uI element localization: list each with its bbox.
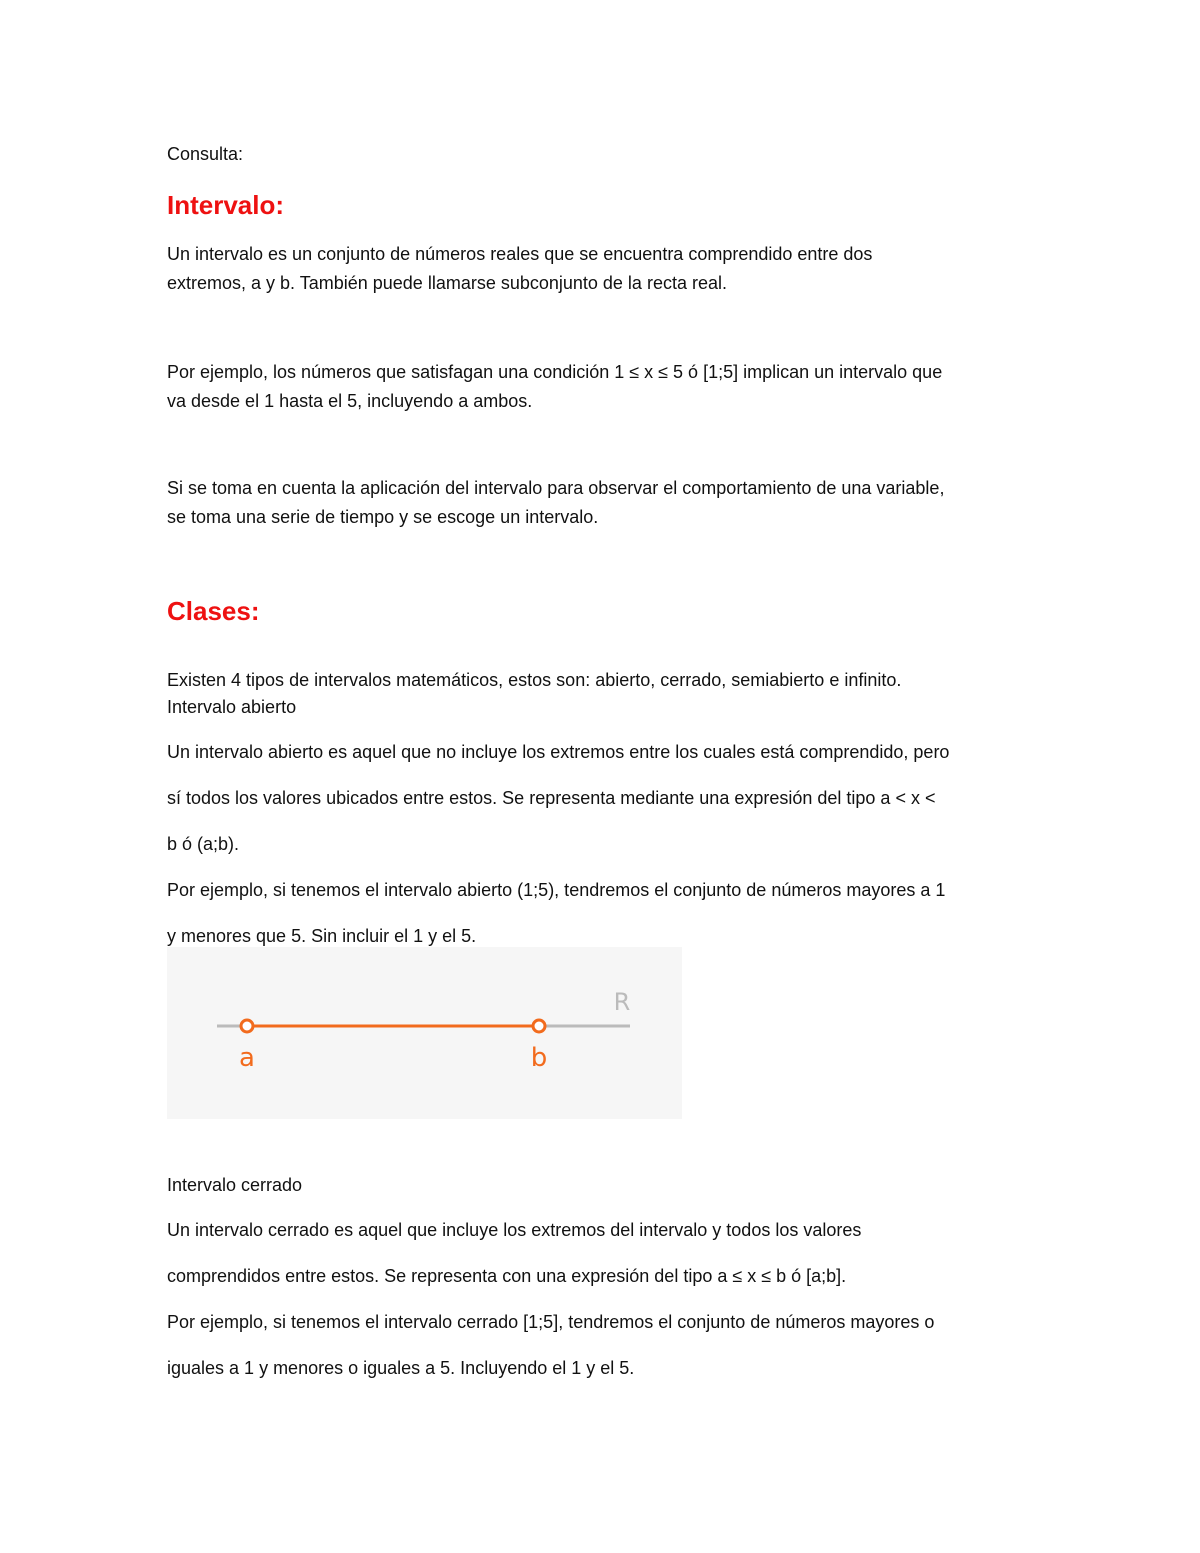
open-endpoint-b — [533, 1020, 545, 1032]
axis-label-r: R — [613, 988, 631, 1016]
closed-interval-line-2: comprendidos entre estos. Se representa con una expresión del tipo a ≤ x ≤ b ó [a;b]. — [167, 1266, 847, 1286]
closed-interval-title: Intervalo cerrado — [167, 1175, 303, 1195]
open-example-line-1: Por ejemplo, si tenemos el intervalo abierto (1;5), tendremos el conjunto de números mayores a 1 — [167, 880, 946, 900]
number-line-diagram — [167, 947, 682, 1119]
closed-interval-line-1: Un intervalo cerrado es aquel que incluye los extremos del intervalo y todos los valores — [167, 1220, 862, 1240]
intro-line-1: Un intervalo es un conjunto de números reales que se encuentra comprendido entre dos — [167, 244, 873, 264]
open-interval-line-3: b ó (a;b). — [167, 834, 240, 854]
intro-line-2: extremos, a y b. También puede llamarse subconjunto de la recta real. — [167, 273, 727, 293]
consulta-label: Consulta: — [167, 144, 244, 164]
types-line: Existen 4 tipos de intervalos matemáticos, estos son: abierto, cerrado, semiabierto e infinito. — [167, 670, 902, 690]
example-line-2: va desde el 1 hasta el 5, incluyendo a ambos. — [167, 391, 533, 411]
application-line-1: Si se toma en cuenta la aplicación del intervalo para observar el comportamiento de una variable, — [167, 478, 945, 498]
closed-example-line-2: iguales a 1 y menores o iguales a 5. Incluyendo el 1 y el 5. — [167, 1358, 635, 1378]
closed-example-line-1: Por ejemplo, si tenemos el intervalo cerrado [1;5], tendremos el conjunto de números mayores o — [167, 1312, 935, 1332]
endpoint-label-a: a — [239, 1043, 255, 1073]
example-line-1: Por ejemplo, los números que satisfagan una condición 1 ≤ x ≤ 5 ó [1;5] implican un intervalo que — [167, 362, 943, 382]
application-line-2: se toma una serie de tiempo y se escoge un intervalo. — [167, 507, 599, 527]
open-endpoint-a — [241, 1020, 253, 1032]
open-interval-line-1: Un intervalo abierto es aquel que no incluye los extremos entre los cuales está comprendido, pero — [167, 742, 950, 762]
open-interval-figure — [167, 947, 682, 1119]
open-interval-line-2: sí todos los valores ubicados entre estos. Se representa mediante una expresión del tipo a < x < — [167, 788, 936, 808]
open-interval-title: Intervalo abierto — [167, 697, 297, 717]
open-example-line-2: y menores que 5. Sin incluir el 1 y el 5. — [167, 926, 477, 946]
heading-intervalo: Intervalo: — [167, 190, 285, 220]
endpoint-label-b: b — [530, 1043, 548, 1073]
heading-clases: Clases: — [167, 596, 260, 626]
